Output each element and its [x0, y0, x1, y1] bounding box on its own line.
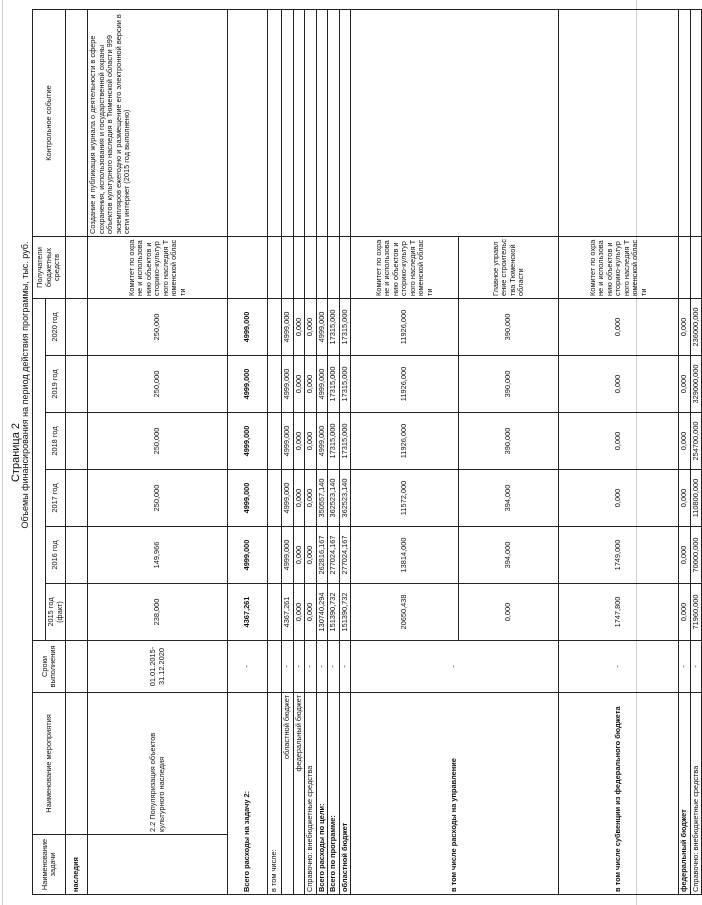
value-cell: 0,000 — [293, 470, 305, 527]
value-cell: 11926,000 — [351, 413, 459, 470]
value-cell: 0,000 — [293, 527, 305, 584]
value-cell: 1747,800 — [559, 584, 679, 641]
value-cell: 4999,000 — [228, 298, 268, 355]
table-row-summary — [328, 9, 340, 894]
terms-cell: - — [282, 641, 294, 693]
value-cell: 0,000 — [305, 527, 317, 584]
value-cell: 151390,732 — [339, 584, 351, 641]
table-row-management — [351, 9, 459, 894]
value-cell: 0,000 — [559, 470, 679, 527]
row-label: в том числе расходы на управление — [351, 693, 559, 895]
table-row-budget — [293, 9, 305, 894]
value-cell: 0,000 — [559, 413, 679, 470]
table-row-fragment — [66, 9, 88, 894]
value-cell: 350557,140 — [316, 470, 328, 527]
rotated-document — [10, 10, 700, 895]
terms-cell: - — [328, 641, 340, 693]
table-row-summary — [316, 9, 328, 894]
row-label: федеральный бюджет — [293, 693, 305, 895]
value-cell: 4999,000 — [228, 527, 268, 584]
value-cell: 390,000 — [459, 413, 559, 470]
value-cell: 11572,000 — [351, 470, 459, 527]
value-cell: 329000,000 — [690, 356, 702, 413]
terms-cell: 01.01.2015-31.12.2020 — [88, 641, 228, 693]
value-cell: 394,000 — [459, 527, 559, 584]
row-label: Справочно: внебюджетные средства — [690, 693, 702, 895]
value-cell: 0,000 — [679, 584, 691, 641]
value-cell: 4367,261 — [228, 584, 268, 641]
header-year: 2019 год — [46, 356, 66, 413]
value-cell: 110800,000 — [690, 470, 702, 527]
terms-cell: - — [351, 641, 559, 693]
value-cell: 0,000 — [293, 413, 305, 470]
table-row-final — [690, 9, 702, 894]
value-cell: 17315,000 — [328, 356, 340, 413]
value-cell: 71960,000 — [690, 584, 702, 641]
event-name-cell: 2.2 Популяризация объектов культурного наследия — [88, 693, 228, 835]
header-row-1 — [33, 9, 46, 894]
value-cell: 151390,732 — [328, 584, 340, 641]
terms-cell: - — [293, 641, 305, 693]
value-cell: 250,000 — [88, 356, 228, 413]
financing-units-label: Объемы финансирования на период действия программы, тыс. руб. — [20, 241, 30, 529]
recipient-cell: Комитет по охране и использованию объектов историко-культурного наследия Тюменской области — [559, 236, 679, 298]
terms-cell: - — [339, 641, 351, 693]
terms-cell: - — [679, 641, 691, 693]
header-year: 2018 год — [46, 413, 66, 470]
row-label: областной бюджет — [282, 693, 294, 895]
value-cell: 4999,000 — [316, 356, 328, 413]
value-cell: 250,000 — [88, 298, 228, 355]
header-year: 2017 год — [46, 470, 66, 527]
row-label: Справочно: внебюджетные средства — [305, 693, 317, 895]
value-cell: 4999,000 — [228, 470, 268, 527]
value-cell: 0,000 — [459, 584, 559, 641]
value-cell: 4999,000 — [228, 356, 268, 413]
table-row-budget — [282, 9, 294, 894]
value-cell: 262816,167 — [316, 527, 328, 584]
header-control-event: Контрольное событие — [33, 9, 66, 236]
control-event-cell: Создание и публикация журнала о деятельности в сфере сохранения, использования и государственной охраны объектов культурного наследия в Тюменской области 999 экземпляров ежегодно и размещение его электронной версии в сети интернет (2015 год выполнено) — [88, 9, 228, 236]
value-cell: 277024,167 — [339, 527, 351, 584]
table-row-subsidy — [559, 9, 679, 894]
header-event-name: Наименование мероприятия — [33, 693, 66, 835]
recipient-cell: Главное управление строительства Тюменской области — [459, 236, 559, 298]
value-cell: 17315,000 — [328, 298, 340, 355]
value-cell: 394,000 — [459, 470, 559, 527]
header-year: 2015 год (факт) — [46, 584, 66, 641]
value-cell: 0,000 — [679, 413, 691, 470]
value-cell: 238,000 — [88, 584, 228, 641]
value-cell: 0,000 — [305, 584, 317, 641]
value-cell: 0,000 — [293, 584, 305, 641]
header-terms: Сроки выполнения — [33, 641, 66, 693]
value-cell: 0,000 — [305, 356, 317, 413]
value-cell: 4999,000 — [282, 298, 294, 355]
value-cell: 0,000 — [679, 298, 691, 355]
table-row-summary — [305, 9, 317, 894]
row-label: Всего по программе: — [328, 693, 340, 895]
value-cell: 0,000 — [679, 356, 691, 413]
value-cell: 17315,000 — [339, 356, 351, 413]
task-name-cell: наследия — [66, 835, 88, 895]
value-cell: 390,000 — [459, 356, 559, 413]
row-label: Всего расходы по цели: — [316, 693, 328, 895]
value-cell: 149,966 — [88, 527, 228, 584]
value-cell: 254700,000 — [690, 413, 702, 470]
value-cell: 4999,000 — [282, 470, 294, 527]
table-row-event — [88, 9, 228, 894]
value-cell: 17315,000 — [339, 298, 351, 355]
program-budget-table — [32, 9, 702, 895]
page-label: Страница 2 — [10, 422, 22, 483]
value-cell: 4999,000 — [282, 527, 294, 584]
value-cell: 11926,000 — [351, 298, 459, 355]
terms-cell: - — [305, 641, 317, 693]
value-cell: 70000,000 — [690, 527, 702, 584]
value-cell: 0,000 — [559, 356, 679, 413]
value-cell: 4999,000 — [228, 413, 268, 470]
terms-cell: - — [690, 641, 702, 693]
value-cell: 0,000 — [679, 470, 691, 527]
table-row-inclusive — [268, 9, 282, 894]
value-cell: 250,000 — [88, 413, 228, 470]
row-label: областной бюджет — [339, 693, 351, 895]
value-cell: 0,000 — [305, 413, 317, 470]
value-cell: 0,000 — [559, 298, 679, 355]
value-cell: 0,000 — [293, 356, 305, 413]
header-recipients: Получатели бюджетных средств — [33, 236, 66, 298]
value-cell: 0,000 — [305, 298, 317, 355]
value-cell: 4999,000 — [282, 356, 294, 413]
value-cell: 0,000 — [305, 470, 317, 527]
scan-left-edge — [2, 0, 3, 905]
value-cell: 390,000 — [459, 298, 559, 355]
value-cell: 11926,000 — [351, 356, 459, 413]
terms-cell: - — [228, 641, 268, 693]
value-cell: 277024,167 — [328, 527, 340, 584]
table-row-summary — [339, 9, 351, 894]
value-cell: 0,000 — [293, 298, 305, 355]
value-cell: 4999,000 — [282, 413, 294, 470]
table-row-total-task — [228, 9, 268, 894]
value-cell: 130740,294 — [316, 584, 328, 641]
value-cell: 13814,000 — [351, 527, 459, 584]
row-label: в том числе субвенции из федерального бюджета — [559, 693, 679, 895]
value-cell: 0,000 — [679, 527, 691, 584]
value-cell: 362523,140 — [328, 470, 340, 527]
row-label: в том числе: — [268, 693, 282, 895]
terms-cell: - — [559, 641, 679, 693]
value-cell: 362523,140 — [339, 470, 351, 527]
header-financing-volume — [33, 298, 46, 640]
value-cell: 250,000 — [88, 470, 228, 527]
header-year: 2020 год — [46, 298, 66, 355]
table-row-final — [679, 9, 691, 894]
value-cell: 20650,438 — [351, 584, 459, 641]
value-cell: 236000,000 — [690, 298, 702, 355]
value-cell: 4999,000 — [316, 298, 328, 355]
header-year: 2016 год — [46, 527, 66, 584]
row-label: Всего расходы на задачу 2: — [228, 693, 268, 895]
recipient-cell: Комитет по охране и использованию объектов историко-культурного наследия Тюменской области — [351, 236, 459, 298]
value-cell: 1749,000 — [559, 527, 679, 584]
value-cell: 4999,000 — [316, 413, 328, 470]
row-label: федеральный бюджет — [679, 693, 691, 895]
value-cell: 17315,000 — [328, 413, 340, 470]
value-cell: 4367,261 — [282, 584, 294, 641]
terms-cell: - — [316, 641, 328, 693]
recipient-cell: Комитет по охране и использованию объектов историко-культурного наследия Тюменской области — [88, 236, 228, 298]
header-task-name: Наименование задачи — [33, 835, 66, 895]
value-cell: 17315,000 — [339, 413, 351, 470]
